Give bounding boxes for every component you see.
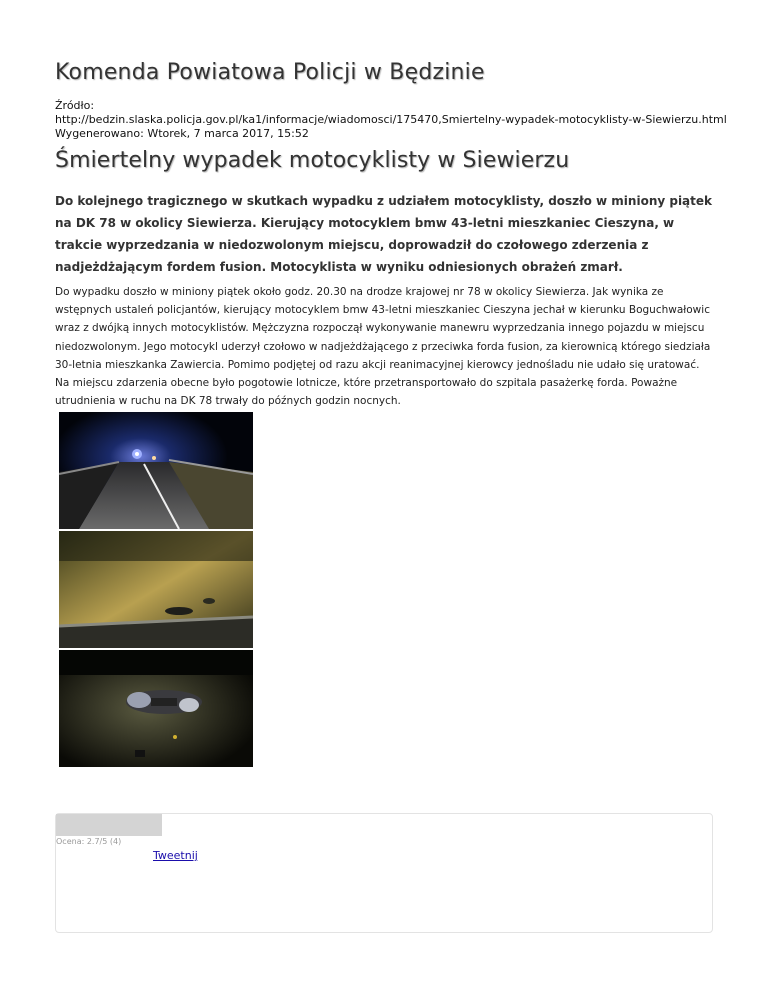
source-url: http://bedzin.slaska.policja.gov.pl/ka1/informacje/wiadomosci/175470,Smiertelny-wypadek-motocyklisty-w-Siewierzu.html <box>55 113 727 126</box>
rating-label: Ocena: 2.7/5 (4) <box>56 837 122 846</box>
rating-stars[interactable] <box>56 814 162 836</box>
photo-wrecked-motorcycle[interactable] <box>59 650 253 767</box>
site-title: Komenda Powiatowa Policji w Będzinie <box>55 60 485 85</box>
photo-road-night[interactable] <box>59 412 253 529</box>
photo-gallery <box>59 412 253 769</box>
article-lead: Do kolejnego tragicznego w skutkach wypadku z udziałem motocyklisty, doszło w miniony piątek na DK 78 w okolicy Siewierza. Kierujący motocyklem bmw 43-letni mieszkaniec Cieszyna, w trakcie wyprzedzania w niedozwolonym miejscu, doprowadził do czołowego zderzenia z nadjeżdżającym fordem fusion. Motocyklista w wyniku odniesionych obrażeń zmarł. <box>55 194 713 274</box>
tweet-link[interactable]: Tweetnij <box>153 849 198 862</box>
article-title: Śmiertelny wypadek motocyklisty w Siewierzu <box>55 148 570 173</box>
photo-roadside[interactable] <box>59 531 253 648</box>
source-label: Źródło: <box>55 99 95 112</box>
generated-date: Wygenerowano: Wtorek, 7 marca 2017, 15:52 <box>55 127 309 140</box>
article-body: Do wypadku doszło w miniony piątek około godz. 20.30 na drodze krajowej nr 78 w okolicy Siewierza. Jak wynika ze wstępnych ustaleń policjantów, kierujący motocyklem bmw 43-letni mieszkaniec Cieszyna jechał w kierunku Boguchwałowic wraz z dwójką innych motocyklistów. Mężczyzna rozpoczął wykonywanie manewru wyprzedzania innego pojazdu w miejscu niedozwolonym. Jego motocykl uderzył czołowo w nadjeżdżającego z przeciwka forda fusion, za kierownicą którego siedziała 30-letnia mieszkanka Zawiercia. Pomimo podjętej od razu akcji reanimacyjnej kierowcy jednośladu nie udało się uratować. Na miejscu zdarzenia obecne było pogotowie lotnicze, które przetransportowało do szpitala pasażerkę forda. Poważne utrudnienia w ruchu na DK 78 trwały do późnych godzin nocnych. <box>55 286 711 408</box>
rating-share-panel <box>55 813 713 933</box>
source-meta <box>55 99 727 141</box>
